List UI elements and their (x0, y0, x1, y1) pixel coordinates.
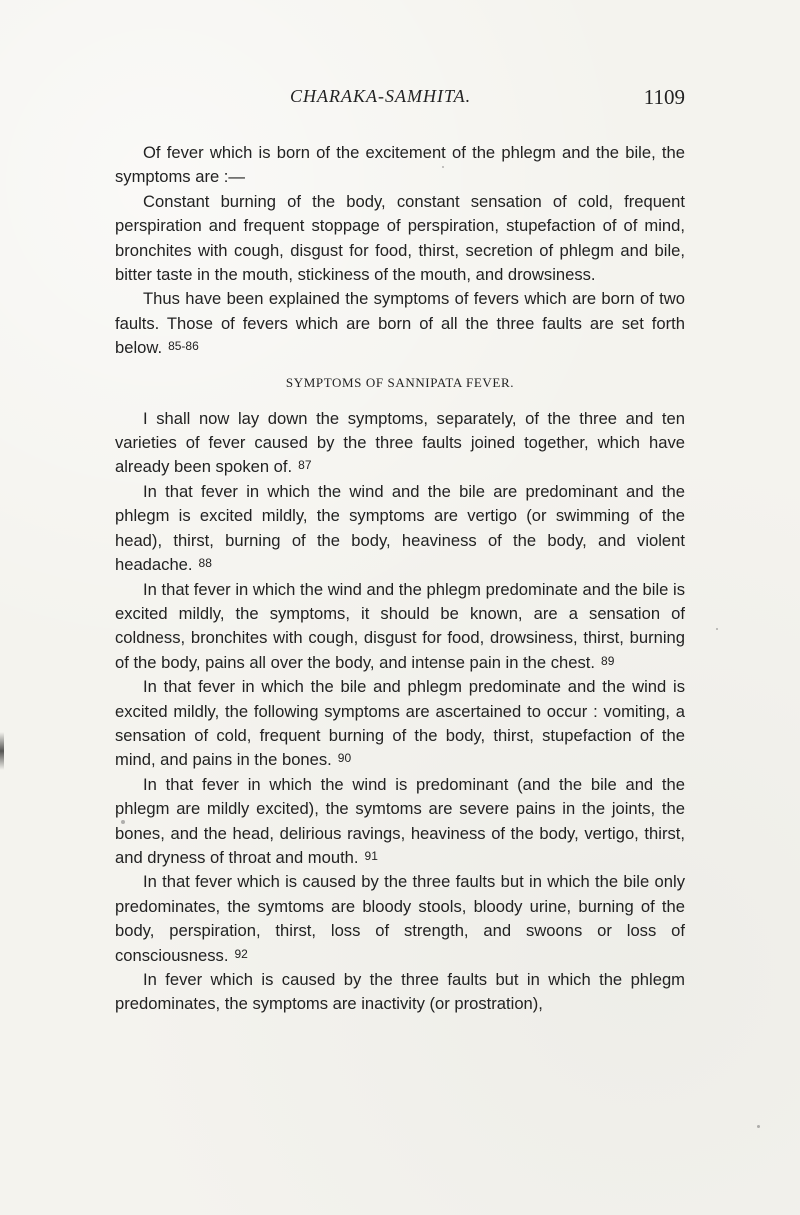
paragraph-text: In that fever in which the wind is predominant (and the bile and the phlegm are mildly excited), the symtoms are severe pains in the joints, the bones, and the head, delirious ravings, heaviness of the body, vertigo, thirst, and dryness of throat and mouth. (115, 774, 685, 867)
paragraph-6 (115, 578, 685, 676)
paragraph-10 (115, 968, 685, 1017)
paragraph-1 (115, 141, 685, 190)
paper-speck (121, 820, 125, 824)
page-body (115, 141, 685, 1017)
verse-number: 90 (337, 751, 352, 766)
binding-shadow (0, 732, 4, 770)
verse-number: 88 (198, 556, 212, 571)
paragraph-3 (115, 287, 685, 360)
paragraph-text: In that fever which is caused by the three faults but in which the bile only predominates, the symtoms are bloody stools, bloody urine, burning of the body, perspiration, thirst, loss of strength, and swoons or loss of consciousness. (115, 872, 685, 965)
verse-number: 91 (364, 848, 378, 863)
paragraph-text: In that fever in which the wind and the bile are predominant and the phlegm is excited mildly, the symptoms are vertigo (or swimming of the head), thirst, burning of the body, heaviness of the body, and violent headache. (115, 481, 685, 575)
paragraph-8 (115, 773, 685, 871)
verse-number: 89 (601, 653, 615, 668)
running-title: CHARAKA-SAMHITA. (290, 86, 472, 106)
verse-number: 85-86 (168, 339, 199, 354)
paragraph-4 (115, 407, 685, 480)
paragraph-text: In that fever in which the bile and phlegm predominate and the wind is excited mildly, the following symptoms are ascertained to occur : vomiting, a sensation of cold, frequent burning of the body, thirst, stupefaction of the mind, and pains in the bones. (115, 677, 685, 770)
paragraph-2 (115, 190, 685, 288)
paragraph-text: Constant burning of the body, constant sensation of cold, frequent perspiration and frequent stoppage of perspiration, stupefaction of of mind, bronchites with cough, disgust for food, thirst, secretion of phlegm and bile, bitter taste in the mouth, stickiness of the mouth, and drowsiness. (115, 191, 685, 285)
paragraph-9 (115, 870, 685, 968)
verse-number: 87 (298, 458, 312, 473)
page-header (115, 86, 685, 116)
paragraph-text: In that fever in which the wind and the phlegm predominate and the bile is excited mildly, the symptoms, it should be known, are a sensation of coldness, bronchites with cough, disgust for food, drowsiness, thirst, burning of the body, pains all over the body, and intense pain in the chest. (115, 579, 685, 672)
paragraph-7 (115, 675, 685, 773)
paragraph-text: Of fever which is born of the excitement of the phlegm and the bile, the symptoms are :— (115, 143, 685, 187)
verse-number: 92 (234, 946, 248, 961)
paper-speck (716, 628, 718, 630)
paper-speck (757, 1125, 760, 1128)
paragraph-text: I shall now lay down the symptoms, separately, of the three and ten varieties of fever caused by the three faults joined together, which have already been spoken of. (115, 408, 685, 477)
page-number: 1109 (643, 85, 685, 109)
paragraph-text: In fever which is caused by the three faults but in which the phlegm predominates, the symptoms are inactivity (or prostration), (115, 970, 685, 1014)
paragraph-5 (115, 480, 685, 578)
paragraph-text: Thus have been explained the symptoms of fevers which are born of two faults. Those of fevers which are born of all the three faults are set forth below. (115, 289, 685, 358)
paper-speck (442, 166, 444, 168)
section-heading: SYMPTOMS OF SANNIPATA FEVER. (285, 374, 515, 390)
